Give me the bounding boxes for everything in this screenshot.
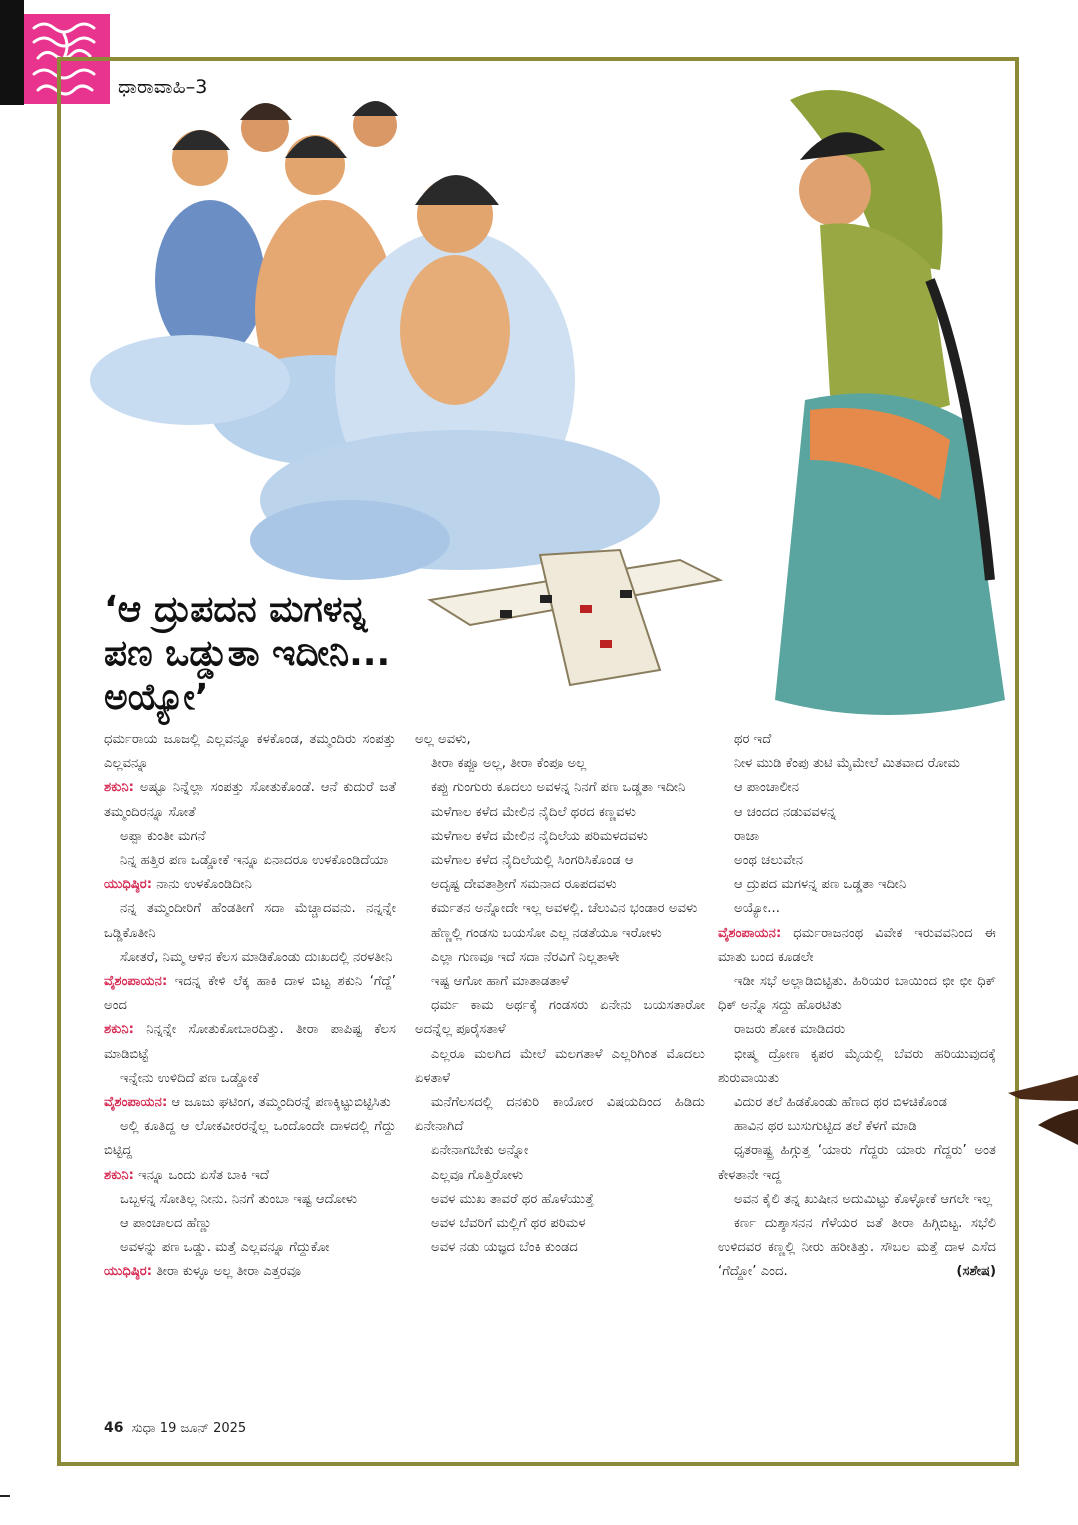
paragraph-text: ವಿದುರ ತಲೆ ಹಿಡಕೊಂಡು ಹೆಣದ ಥರ ಬಿಳಚಿಕೊಂಡ [734, 1095, 948, 1111]
paragraph [718, 752, 996, 776]
paragraph [415, 1188, 705, 1212]
paragraph [104, 1236, 396, 1260]
paragraph [415, 1164, 705, 1188]
paragraph [718, 1188, 996, 1212]
paragraph-text: ಆ ಚಂದದ ನಡುವವಳನ್ನ [734, 804, 837, 820]
paragraph [718, 849, 996, 873]
paragraph-text: ಕರ್ಮತನ ಅನ್ನೋದೇ ಇಲ್ಲ ಅವಳಲ್ಲಿ. ಚೆಲುವಿನ ಭಂಡಾರ ಅವಳು [431, 901, 698, 917]
paragraph-text: ಥರ ಇದೆ [734, 732, 772, 747]
paragraph-text: ಆ ಪಾಂಚಾಲದ ಹೆಣ್ಣು [120, 1216, 212, 1232]
page-number: 46 [104, 1420, 124, 1436]
paragraph-text: ಎಲ್ಲವೂ ಗೊತ್ತಿರೋಳು [431, 1167, 524, 1183]
paragraph-text: ರಾಜರು ಶೋಕ ಮಾಡಿದರು [734, 1022, 846, 1038]
paragraph-text: ಧರ್ಮ ಕಾಮ ಅರ್ಥಕ್ಕೆ ಗಂಡಸರು ಏನೇನು ಬಯಸತಾರೋ ಅದನ್ನೆಲ್ಲ ಪೂರೈಸತಾಳೆ [415, 998, 705, 1038]
issue-date: 19 ಜೂನ್ 2025 [159, 1421, 247, 1436]
speaker-label: ಯುಧಿಷ್ಠಿರ: [104, 877, 153, 893]
paragraph-text: ಹಾವಿನ ಥರ ಬುಸುಗುಟ್ಟಿದ ತಲೆ ಕೆಳಗೆ ಮಾಡಿ [734, 1119, 917, 1135]
paragraph [104, 1260, 396, 1284]
paragraph-text: ಕರ್ಣ ದುಶ್ಶಾಸನನ ಗೆಳೆಯರ ಜತೆ ತೀರಾ ಹಿಗ್ಗಿಬಿಟ್ಟ. ಸಭೆಲಿ ಉಳಿದವರ ಕಣ್ಣಲ್ಲಿ ನೀರು ಹರೀತಿತ್ತು. ಸೌಬಲ ಮತ್ತೆ ದಾಳ ಎಸೆದ ‘ಗೆದ್ದೋ’ ಎಂದ. [718, 1216, 996, 1280]
paragraph [104, 897, 396, 945]
paragraph [415, 825, 705, 849]
paragraph [718, 825, 996, 849]
paragraph [104, 776, 396, 824]
paragraph-text: ಮಳೆಗಾಲ ಕಳೆದ ಮೇಲಿನ ನೈದಿಲೆಯ ಪರಿಮಳದವಳು [431, 828, 648, 844]
paragraph [415, 897, 705, 921]
paragraph-text: ಅವಳನ್ನು ಪಣ ಒಡ್ಡು. ಮತ್ತೆ ಎಲ್ಲವನ್ನೂ ಗೆದ್ದುಕೋ [120, 1240, 330, 1256]
paragraph-text: ಅಯ್ಯೋ... [734, 901, 780, 917]
draupadi-figure [775, 90, 1005, 715]
story-headline: ‘ಆ ದ್ರುಪದನ ಮಗಳನ್ನ ಪಣ ಒಡ್ಡುತಾ ಇದೀನಿ... ಅಯ್ಯೋ’ [104, 589, 391, 718]
paragraph [415, 776, 705, 800]
paragraph [718, 1115, 996, 1139]
paragraph-text: ಏನೇನಾಗಬೇಕು ಅನ್ನೋ [431, 1143, 529, 1159]
paragraph [718, 970, 996, 1018]
section-label: ಧಾರಾವಾಹಿ–3 [118, 76, 208, 98]
paragraph-text: ಒಬ್ಬಳನ್ನ ಸೋತಿಲ್ಲ ನೀನು. ನಿನಗೆ ತುಂಬಾ ಇಷ್ಟ ಆದೋಳು [120, 1191, 358, 1207]
paragraph-text: ಆ ಪಾಂಚಾಲೀನ [734, 780, 800, 796]
paragraph [718, 728, 996, 752]
paragraph [104, 825, 396, 849]
paragraph-text: ಅವಳ ಬೆವರಿಗೆ ಮಲ್ಲಿಗೆ ಥರ ಪರಿಮಳ [431, 1216, 586, 1232]
paragraph [104, 1212, 396, 1236]
paragraph-text: ಅಲ್ಲಿ ಕೂತಿದ್ದ ಆ ಲೋಕವೀರರನ್ನೆಲ್ಲ ಒಂದೊಂದೇ ದಾಳದಲ್ಲಿ ಗೆದ್ದು ಬಿಟ್ಟಿದ್ದ [104, 1119, 396, 1159]
text-column-2 [415, 728, 705, 1260]
paragraph [104, 849, 396, 873]
paragraph-text: ಮನೆಗೆಲಸದಲ್ಲಿ ದನಕುರಿ ಕಾಯೋರ ವಿಷಯದಿಂದ ಹಿಡಿದು ಏನೇನಾಗಿದೆ [415, 1095, 705, 1135]
paragraph [415, 801, 705, 825]
paragraph-text: ನನ್ನ ತಮ್ಮಂದೀರಿಗೆ ಹೆಂಡತೀಗೆ ಸದಾ ಮೆಚ್ಚಾದವನು. ನನ್ನನ್ನೇ ಒಡ್ಡಿಕೊತೀನಿ [104, 901, 396, 941]
paragraph-text: ಆ ದ್ರುಪದ ಮಗಳನ್ನ ಪಣ ಒಡ್ಡತಾ ಇದೀನಿ [734, 877, 907, 893]
paragraph-text: ಸೋತರೆ, ನಿಮ್ಮ ಆಳಿನ ಕೆಲಸ ಮಾಡಿಕೊಂಡು ದುಃಖದಲ್ಲಿ ನರಳತೀನಿ [120, 949, 393, 965]
paragraph [718, 1139, 996, 1187]
paragraph [718, 1043, 996, 1091]
paragraph-text: ತೀರಾ ಕಪ್ಪೂ ಅಲ್ಲ, ತೀರಾ ಕೆಂಪೂ ಅಲ್ಲ [431, 756, 587, 772]
paragraph-text: ಅವನ ಕೈಲಿ ತನ್ನ ಖುಷೀನ ಅದುಮಿಟ್ಟು ಕೊಳ್ಳೋಕೆ ಆಗಲೇ ಇಲ್ಲ [734, 1191, 993, 1207]
paragraph [718, 897, 996, 921]
paragraph-text: ಭೀಷ್ಮ ದ್ರೋಣ ಕೃಪರ ಮೈಯಲ್ಲಿ ಬೆವರು ಹರಿಯುವುದಕ್ಕೆ ಶುರುವಾಯಿತು [718, 1046, 996, 1086]
paragraph [104, 873, 396, 897]
paragraph [415, 728, 705, 752]
paragraph-text: ಧರ್ಮರಾಯ ಜೂಜಲ್ಲಿ ಎಲ್ಲವನ್ನೂ ಕಳಕೊಂಡ, ತಮ್ಮಂದಿರು ಸಂಪತ್ತು ಎಲ್ಲವನ್ನೂ [104, 732, 396, 772]
paragraph-text: ಆ ಜೂಜು ಘಟಿಂಗ, ತಮ್ಮಂದಿರನ್ನೆ ಪಣಕ್ಕಿಟ್ಟುಬಿಟ್ಟಿಸಿತು [171, 1095, 391, 1111]
paragraph [415, 994, 705, 1042]
paragraph [415, 1212, 705, 1236]
paragraph [718, 922, 996, 970]
speaker-label: ಶಕುನಿ: [104, 780, 134, 796]
paragraph-text: ಧರ್ಮರಾಜನಂಥ ವಿವೇಕ ಇರುವವನಿಂದ ಈ ಮಾತು ಬಂದ ಕೂಡಲೇ [718, 925, 996, 965]
paragraph-text: ಇದನ್ನ ಕೇಳಿ ಲೆಕ್ಕ ಹಾಕಿ ದಾಳ ಬಿಟ್ಟ ಶಕುನಿ ‘ಗೆದ್ದೆ’ ಅಂದ [104, 974, 396, 1014]
paragraph-text: ನಾನು ಉಳಕೊಂಡಿದೀನಿ [156, 877, 253, 893]
paragraph [104, 970, 396, 1018]
paragraph-text: ಎಲ್ಲಾ ಗುಣವೂ ಇದೆ ಸದಾ ನೆರವಿಗೆ ನಿಲ್ಲತಾಳೇ [431, 949, 620, 965]
magazine-name: ಸುಧಾ [131, 1421, 156, 1436]
paragraph [415, 752, 705, 776]
paragraph-text: ಅದೃಷ್ಟ ದೇವತಾಶ್ರೀಗೆ ಸಮನಾದ ರೂಪದವಳು [431, 877, 617, 893]
page-turn-arrow-icon [1008, 1075, 1078, 1145]
paragraph-text: ಮಳೆಗಾಲ ಕಳೆದ ಮೇಲಿನ ನೈದಿಲೆ ಥರದ ಕಣ್ಣವಳು [431, 804, 636, 820]
page-footer [104, 1420, 246, 1436]
paragraph [104, 1188, 396, 1212]
paragraph [104, 1091, 396, 1115]
paragraph-text: ಇನ್ನೂ ಒಂದು ಏಸೆತ ಬಾಕಿ ಇದೆ [138, 1167, 269, 1183]
paragraph [415, 849, 705, 873]
paragraph-text: ಅಪ್ಪಾ ಕುಂತೀ ಮಗನೆ [120, 828, 206, 844]
paragraph-text: ಇಷ್ಟ ಆಗೋ ಹಾಗೆ ಮಾತಾಡತಾಳೆ [431, 974, 569, 990]
speaker-label: ವೈಶಂಪಾಯನ: [718, 925, 782, 941]
paragraph [104, 946, 396, 970]
crop-mark [0, 1495, 10, 1497]
paragraph [415, 922, 705, 946]
paragraph-text: ತೀರಾ ಕುಳ್ಳೂ ಅಲ್ಲ ತೀರಾ ಎತ್ತರವೂ [156, 1264, 301, 1280]
text-column-1 [104, 728, 396, 1285]
paragraph-text: ಅಷ್ಟೂ ನಿನ್ನೆಲ್ಲಾ ಸಂಪತ್ತು ಸೋತುಕೊಂಡೆ. ಆನೆ ಕುದುರೆ ಜತೆ ತಮ್ಮಂದಿರನ್ನೂ ಸೋತೆ [104, 780, 396, 820]
paragraph [104, 728, 396, 776]
paragraph [415, 1139, 705, 1163]
paragraph [415, 1236, 705, 1260]
paragraph-text: ನಿನ್ನ ಹತ್ತಿರ ಪಣ ಒಡ್ಡೋಕೆ ಇನ್ನೂ ಏನಾದರೂ ಉಳಕೊಂಡಿದೆಯಾ [120, 853, 389, 869]
paragraph-text: ಇನ್ನೇನು ಉಳಿದಿದೆ ಪಣ ಒಡ್ಡೋಕೆ [120, 1070, 259, 1086]
text-column-3 [718, 728, 996, 1285]
paragraph-text: ಎಲ್ಲರೂ ಮಲಗಿದ ಮೇಲೆ ಮಲಗತಾಳೆ ಎಲ್ಲರಿಗಿಂತ ಮೊದಲು ಏಳತಾಳೆ [415, 1046, 705, 1086]
paragraph [104, 1018, 396, 1066]
paragraph [718, 776, 996, 800]
continued-mark: (ಸಶೇಷ) [956, 1264, 996, 1280]
paragraph [718, 873, 996, 897]
dice-board [430, 550, 720, 685]
speaker-label: ಶಕುನಿ: [104, 1167, 134, 1183]
paragraph [718, 1018, 996, 1042]
paragraph-text: ಅವಳ ನಡು ಯಜ್ಞದ ಬೆಂಕಿ ಕುಂಡದ [431, 1240, 578, 1256]
paragraph-text: ಅಲ್ಲ ಅವಳು, [415, 732, 471, 747]
paragraph-text: ಧೃತರಾಷ್ಟ್ರ ಹಿಗ್ಗುತ್ತ ‘ಯಾರು ಗೆದ್ದರು ಯಾರು ಗೆದ್ದರು’ ಅಂತ ಕೇಳತಾನೇ ಇದ್ದ [718, 1143, 996, 1183]
paragraph-text: ಅವಳ ಮುಖ ತಾವರೆ ಥರ ಹೊಳೆಯುತ್ತೆ [431, 1191, 594, 1207]
paragraph [718, 1212, 996, 1285]
paragraph-text: ಇಡೀ ಸಭೆ ಅಲ್ಲಾಡಿಬಿಟ್ಟಿತು. ಹಿರಿಯರ ಬಾಯಿಂದ ಛೀ ಛೀ ಧಿಕ್ ಧಿಕ್ ಅನ್ನೊ ಸದ್ದು ಹೊರಟಿತು [718, 974, 996, 1014]
paragraph-text: ಕಪ್ಪು ಗುಂಗುರು ಕೂದಲು ಅವಳನ್ನ ನಿನಗೆ ಪಣ ಒಡ್ಡತಾ ಇದೀನಿ [431, 780, 686, 796]
speaker-label: ಶಕುನಿ: [104, 1022, 134, 1038]
paragraph [415, 1091, 705, 1139]
speaker-label: ವೈಶಂಪಾಯನ: [104, 1095, 168, 1111]
paragraph [718, 1091, 996, 1115]
speaker-label: ವೈಶಂಪಾಯನ: [104, 974, 168, 990]
paragraph [104, 1115, 396, 1163]
paragraph-text: ನಿನ್ನನ್ನೇ ಸೋತುಕೋಬಾರದಿತ್ತು. ತೀರಾ ಪಾಪಿಷ್ಟ ಕೆಲಸ ಮಾಡಿಬಿಟ್ಟೆ [104, 1022, 396, 1062]
paragraph-text: ಮಳೆಗಾಲ ಕಳೆದ ನೈದಿಲೆಯಲ್ಲಿ ಸಿಂಗರಿಸಿಕೊಂಡ ಆ [431, 853, 634, 869]
paragraph [104, 1164, 396, 1188]
paragraph [415, 873, 705, 897]
paragraph-text: ರಾಜಾ [734, 828, 760, 844]
paragraph [415, 970, 705, 994]
speaker-label: ಯುಧಿಷ್ಠಿರ: [104, 1264, 153, 1280]
paragraph [718, 801, 996, 825]
corner-black-bar [0, 0, 24, 105]
paragraph-text: ಅಂಥ ಚಲುವೇನ [734, 853, 804, 869]
paragraph [104, 1067, 396, 1091]
paragraph-text: ಹೆಣ್ಣಲ್ಲಿ ಗಂಡಸು ಬಯಸೋ ಎಲ್ಲ ನಡತೆಯೂ ಇರೋಳು [431, 925, 662, 941]
paragraph [415, 946, 705, 970]
paragraph [415, 1043, 705, 1091]
paragraph-text: ನೀಳ ಮುಡಿ ಕೆಂಪು ತುಟಿ ಮೈಮೇಲೆ ಮಿತವಾದ ರೋಮ [734, 756, 961, 772]
